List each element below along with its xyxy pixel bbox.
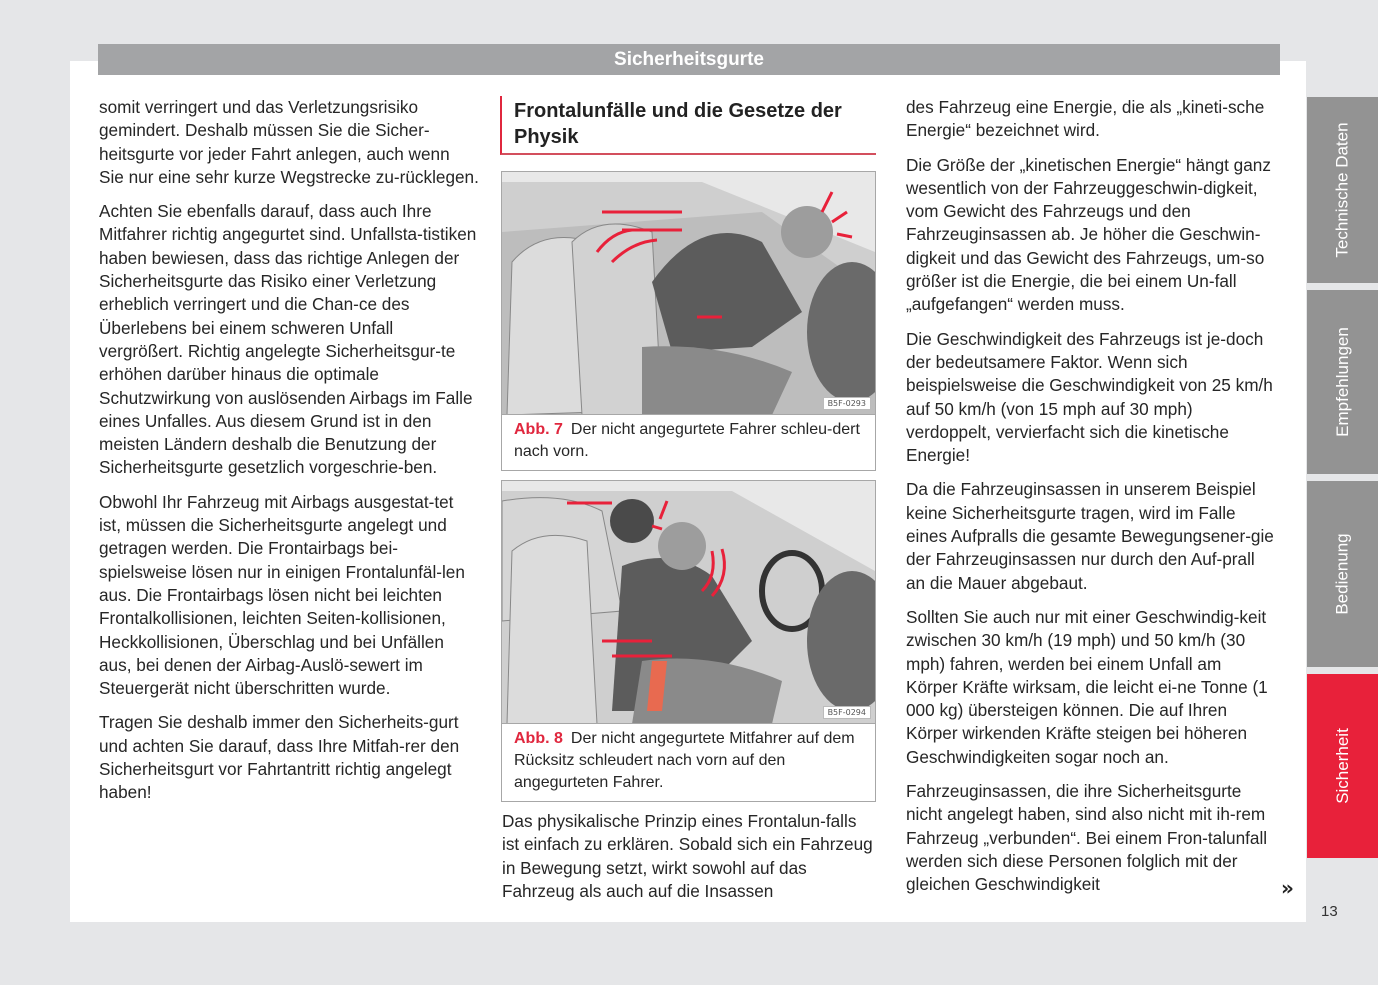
car-interior-illustration-icon xyxy=(502,172,875,415)
figure-code: B5F-0293 xyxy=(823,397,871,410)
side-tab-label: Empfehlungen xyxy=(1332,327,1352,437)
figure-7 xyxy=(501,171,876,471)
chapter-title: Sicherheitsgurte xyxy=(614,48,764,70)
side-tab-label: Sicherheit xyxy=(1332,728,1352,804)
side-tab-empfehlungen[interactable] xyxy=(1307,290,1378,474)
paragraph: Da die Fahrzeuginsassen in unserem Beispiel keine Sicherheitsgurte tragen, wird im Falle eines Aufpralls die gesamte Bewegungsener-gie der Fahrzeuginsassen nur durch den Auf-prall an die Mauer abgebaut. xyxy=(906,479,1274,593)
side-tab-technische-daten[interactable] xyxy=(1307,97,1378,283)
side-tab-sicherheit[interactable] xyxy=(1307,674,1378,858)
figure-8 xyxy=(501,480,876,802)
paragraph: Die Geschwindigkeit des Fahrzeugs ist je-doch der bedeutsamere Faktor. Wenn sich beispielsweise die Geschwindigkeit von 25 km/h auf 50 km/h (von 15 mph auf 30 mph) verdoppelt, vervierfacht sich die kinetische Energie! xyxy=(906,328,1273,466)
figure-caption xyxy=(502,415,875,470)
side-tab-label: Bedienung xyxy=(1332,533,1352,615)
side-tab-bedienung[interactable] xyxy=(1307,481,1378,667)
text-column-1 xyxy=(99,96,479,816)
figure-caption xyxy=(502,724,875,801)
continue-arrow-icon: » xyxy=(1281,876,1294,900)
illustration-unbelted-rear-passenger xyxy=(502,481,875,724)
figure-label: Abb. 8 xyxy=(514,730,563,747)
paragraph: Achten Sie ebenfalls darauf, dass auch Ihre Mitfahrer richtig angegurtet sind. Unfallsta-tistiken haben bewiesen, dass das richtige Anlegen der Sicherheitsgurte das Risiko einer Verletzung erheblich verringert und die Chan-ce des Überlebens bei einem schweren Unfall vergrößert. Richtig angelegte Sicherheitsgur-te erhöhen darüber hinaus die optimale Schutzwirkung von auslösenden Airbags im Falle eines Unfalles. Aus diesem Grund ist in den meisten Ländern deshalb die Benutzung der Sicherheitsgurte gesetzlich vorgeschrie-ben. xyxy=(99,201,477,478)
figure-label: Abb. 7 xyxy=(514,421,563,438)
text-column-3 xyxy=(906,96,1276,908)
text-column-2 xyxy=(502,810,876,914)
page-number: 13 xyxy=(1321,903,1338,920)
paragraph: des Fahrzeug eine Energie, die als „kineti-sche Energie“ bezeichnet wird. xyxy=(906,97,1265,141)
paragraph: Tragen Sie deshalb immer den Sicherheits-gurt und achten Sie darauf, dass Ihre Mitfah-rer den Sicherheitsgurt vor Fahrtantritt richtig angelegt haben! xyxy=(99,712,460,803)
paragraph: Sollten Sie auch nur mit einer Geschwindig-keit zwischen 30 km/h (19 mph) und 50 km/h (30 mph) fahren, werden bei einem Unfall am Körper Kräfte wirksam, die leicht ei-ne Tonne (1 000 kg) übersteigen können. Die auf Ihren Körper wirkenden Kräfte steigen bei höheren Geschwindigkeiten sogar noch an. xyxy=(906,606,1268,767)
side-tab-label: Technische Daten xyxy=(1332,122,1352,258)
paragraph: somit verringert und das Verletzungsrisiko gemindert. Deshalb müssen Sie die Sicher-heitsgurte vor jeder Fahrt anlegen, auch wenn Sie nur eine sehr kurze Wegstrecke zu-rücklegen. xyxy=(99,97,479,187)
paragraph: Die Größe der „kinetischen Energie“ hängt ganz wesentlich von der Fahrzeuggeschwin-digkeit, vom Gewicht des Fahrzeugs und den Fahrzeuginsassen ab. Je höher die Geschwin-digkeit und das Gewicht des Fahrzeugs, um-so größer ist die Energie, die bei einem Un-fall „aufgefangen“ werden muss. xyxy=(906,154,1271,315)
paragraph: Das physikalische Prinzip eines Frontalun-falls ist einfach zu erklären. Sobald sich ein Fahrzeug in Bewegung setzt, wirkt sowohl auf das Fahrzeug als auch auf die Insassen xyxy=(502,811,873,901)
paragraph: Fahrzeuginsassen, die ihre Sicherheitsgurte nicht angelegt haben, sind also nicht mit ih-rem Fahrzeug „verbunden“. Bei einem Fron-talunfall werden sich diese Personen folglich mit der gleichen Geschwindigkeit xyxy=(906,781,1268,895)
figure-caption-text: Der nicht angegurtete Mitfahrer auf dem Rücksitz schleudert nach vorn auf den angegurteten Fahrer. xyxy=(514,730,855,791)
section-heading: Frontalunfälle und die Gesetze der Physik xyxy=(500,96,876,155)
paragraph: Obwohl Ihr Fahrzeug mit Airbags ausgestat-tet ist, müssen die Sicherheitsgurte angelegt und getragen werden. Die Frontairbags bei-spielsweise lösen nur in einigen Frontalunfäl-len aus. Die Frontairbags lösen nicht bei leichten Frontalkollisionen, leichten Seiten-kollisionen, Heckkollisionen, Überschlag und bei Unfällen aus, bei denen der Airbag-Auslö-sewert im Steuergerät nicht überschritten wurde. xyxy=(99,491,465,699)
illustration-unbelted-driver xyxy=(502,172,875,415)
car-interior-illustration-icon xyxy=(502,481,875,724)
figure-caption-text: Der nicht angegurtete Fahrer schleu-dert nach vorn. xyxy=(514,421,860,460)
figure-code: B5F-0294 xyxy=(823,706,871,719)
chapter-header xyxy=(98,44,1280,75)
